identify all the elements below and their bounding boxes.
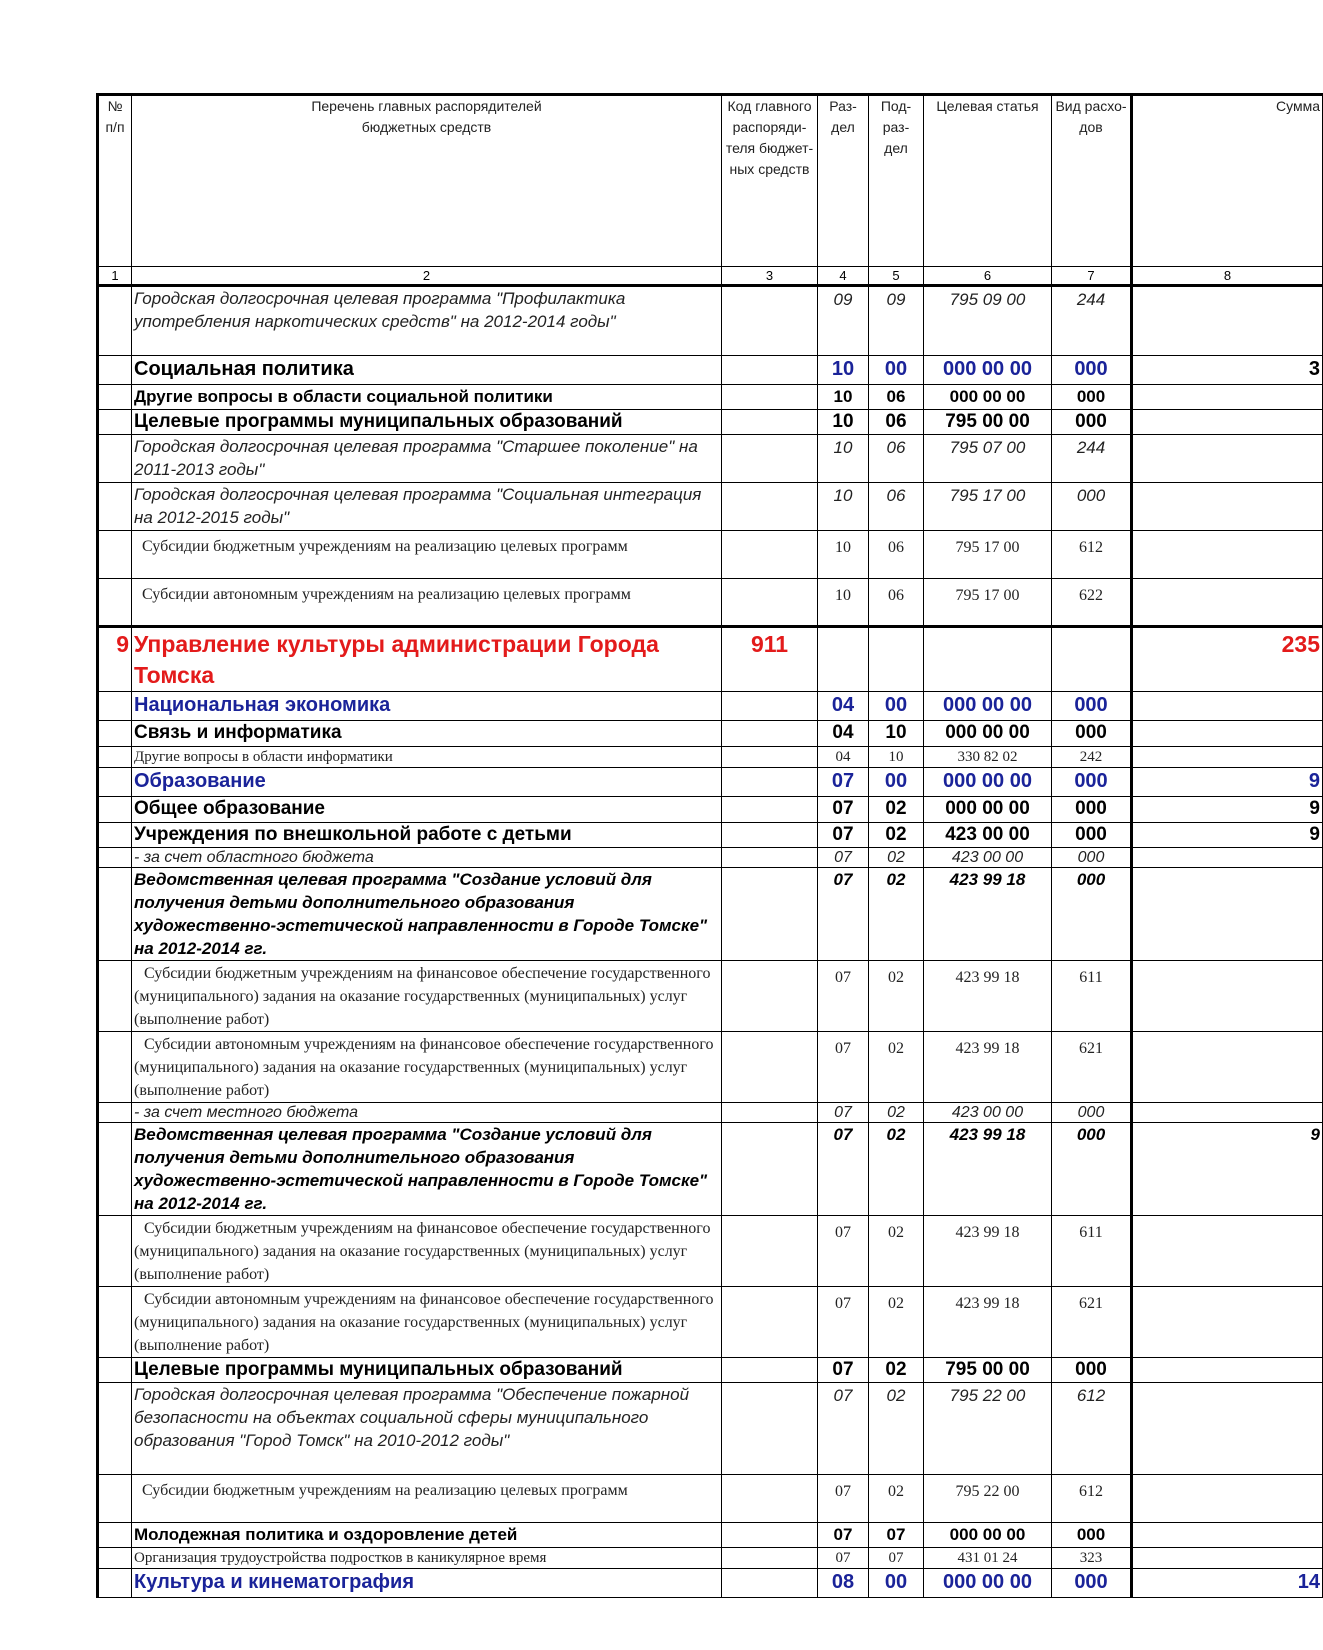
kind-cell: 000 (1052, 1358, 1132, 1383)
name-cell: Общее образование (132, 797, 722, 823)
article-cell: 795 17 00 (924, 579, 1052, 627)
table-row (98, 483, 1323, 531)
name-cell: Социальная политика (132, 356, 722, 385)
section-cell: 07 (818, 1216, 869, 1287)
section-cell: 07 (818, 1523, 869, 1548)
table-row (98, 1569, 1323, 1598)
article-cell: 423 00 00 (924, 823, 1052, 848)
index-cell: 6 (924, 267, 1052, 286)
name-cell: Субсидии бюджетным учреждениям на реализацию целевых программ (132, 531, 722, 579)
subsection-cell: 02 (869, 961, 924, 1032)
header-code: Код главного распоряди-теля бюджет-ных средств (722, 95, 818, 267)
table-row (98, 1475, 1323, 1523)
name-cell: Другие вопросы в области социальной политики (132, 385, 722, 410)
table-row (98, 1032, 1323, 1103)
sum-cell (1132, 1475, 1323, 1523)
department-sum: 235 (1132, 627, 1323, 692)
subsection-cell: 06 (869, 579, 924, 627)
sum-cell: 9 (1132, 823, 1323, 848)
article-cell: 423 99 18 (924, 1123, 1052, 1216)
kind-cell: 000 (1052, 1523, 1132, 1548)
name-cell: Культура и кинематография (132, 1569, 722, 1598)
kind-cell: 000 (1052, 692, 1132, 721)
subsection-cell: 02 (869, 1475, 924, 1523)
kind-cell: 000 (1052, 1103, 1132, 1123)
article-cell: 000 00 00 (924, 721, 1052, 747)
code-cell (722, 286, 818, 356)
kind-cell: 622 (1052, 579, 1132, 627)
index-cell: 5 (869, 267, 924, 286)
index-cell: 8 (1132, 267, 1323, 286)
name-cell: Субсидии автономным учреждениям на финансовое обеспечение государственного (муниципального) задания на оказание государственных (муниципальных) услуг (выполнение работ) (132, 1032, 722, 1103)
name-cell: Другие вопросы в области информатики (132, 747, 722, 768)
sum-cell (1132, 1523, 1323, 1548)
kind-cell: 000 (1052, 721, 1132, 747)
subsection-cell: 07 (869, 1548, 924, 1569)
sum-cell (1132, 435, 1323, 483)
kind-cell: 000 (1052, 483, 1132, 531)
kind-cell: 611 (1052, 1216, 1132, 1287)
column-index-row (98, 267, 1323, 286)
name-cell: Целевые программы муниципальных образований (132, 410, 722, 435)
subsection-cell: 06 (869, 410, 924, 435)
section-cell: 10 (818, 531, 869, 579)
section-cell: 04 (818, 747, 869, 768)
sum-cell (1132, 747, 1323, 768)
table-row (98, 1123, 1323, 1216)
subsection-cell: 02 (869, 1103, 924, 1123)
sum-cell: 9 (1132, 1123, 1323, 1216)
kind-cell: 612 (1052, 531, 1132, 579)
table-row (98, 410, 1323, 435)
kind-cell: 000 (1052, 1569, 1132, 1598)
kind-cell: 242 (1052, 747, 1132, 768)
subsection-cell: 06 (869, 435, 924, 483)
article-cell: 423 99 18 (924, 1287, 1052, 1358)
kind-cell: 323 (1052, 1548, 1132, 1569)
name-cell: Субсидии автономным учреждениям на реализацию целевых программ (132, 579, 722, 627)
subsection-cell: 00 (869, 692, 924, 721)
header-sum: Сумма (1132, 95, 1323, 267)
num-cell (98, 286, 132, 356)
section-cell: 07 (818, 1032, 869, 1103)
sum-cell (1132, 848, 1323, 868)
subsection-cell: 00 (869, 356, 924, 385)
subsection-cell: 02 (869, 848, 924, 868)
section-cell: 07 (818, 1103, 869, 1123)
name-cell: Городская долгосрочная целевая программа "Старшее поколение" на 2011-2013 годы" (132, 435, 722, 483)
table-row (98, 286, 1323, 356)
article-cell: 423 99 18 (924, 961, 1052, 1032)
article-cell: 000 00 00 (924, 692, 1052, 721)
section-cell: 08 (818, 1569, 869, 1598)
section-cell: 10 (818, 579, 869, 627)
table-row (98, 579, 1323, 627)
kind-cell: 000 (1052, 385, 1132, 410)
subsection-cell: 02 (869, 1216, 924, 1287)
name-cell: Образование (132, 768, 722, 797)
kind-cell: 612 (1052, 1383, 1132, 1475)
subsection-cell: 02 (869, 1287, 924, 1358)
section-cell: 10 (818, 483, 869, 531)
subsection-cell: 09 (869, 286, 924, 356)
kind-cell: 244 (1052, 435, 1132, 483)
section-cell: 10 (818, 385, 869, 410)
name-cell: Субсидии бюджетным учреждениям на финансовое обеспечение государственного (муниципального) задания на оказание государственных (муниципальных) услуг (выполнение работ) (132, 961, 722, 1032)
section-cell: 07 (818, 1383, 869, 1475)
article-cell: 431 01 24 (924, 1548, 1052, 1569)
subsection-cell: 06 (869, 531, 924, 579)
article-cell: 000 00 00 (924, 797, 1052, 823)
sum-cell: 9 (1132, 768, 1323, 797)
section-cell: 07 (818, 1123, 869, 1216)
subsection-cell: 02 (869, 1123, 924, 1216)
sum-cell (1132, 410, 1323, 435)
table-row (98, 1358, 1323, 1383)
name-cell: Молодежная политика и оздоровление детей (132, 1523, 722, 1548)
table-row (98, 1383, 1323, 1475)
header-section: Раз-дел (818, 95, 869, 267)
department-name: Управление культуры администрации Города Томска (132, 627, 722, 692)
table-row (98, 747, 1323, 768)
section-cell: 10 (818, 356, 869, 385)
subsection-cell: 06 (869, 385, 924, 410)
sum-cell (1132, 1383, 1323, 1475)
sum-cell (1132, 961, 1323, 1032)
section-cell: 10 (818, 410, 869, 435)
article-cell: 000 00 00 (924, 768, 1052, 797)
header-row (98, 95, 1323, 267)
subsection-cell: 10 (869, 721, 924, 747)
article-cell: 795 22 00 (924, 1383, 1052, 1475)
name-cell: - за счет областного бюджета (132, 848, 722, 868)
kind-cell: 000 (1052, 410, 1132, 435)
article-cell: 795 22 00 (924, 1475, 1052, 1523)
subsection-cell: 02 (869, 797, 924, 823)
table-row (98, 868, 1323, 961)
kind-cell: 000 (1052, 768, 1132, 797)
header-num: № п/п (98, 95, 132, 267)
table-row (98, 797, 1323, 823)
department-row (98, 627, 1323, 692)
section-cell: 07 (818, 1287, 869, 1358)
kind-cell: 000 (1052, 1123, 1132, 1216)
sum-cell (1132, 692, 1323, 721)
article-cell: 423 00 00 (924, 1103, 1052, 1123)
header-kind: Вид расхо-дов (1052, 95, 1132, 267)
subsection-cell: 02 (869, 1383, 924, 1475)
table-row (98, 961, 1323, 1032)
section-cell: 07 (818, 1548, 869, 1569)
name-cell: Городская долгосрочная целевая программа "Социальная интеграция на 2012-2015 годы" (132, 483, 722, 531)
section-cell: 07 (818, 797, 869, 823)
index-cell: 3 (722, 267, 818, 286)
kind-cell: 611 (1052, 961, 1132, 1032)
sum-cell: 14 (1132, 1569, 1323, 1598)
sum-cell (1132, 579, 1323, 627)
article-cell: 423 99 18 (924, 1216, 1052, 1287)
kind-cell: 000 (1052, 868, 1132, 961)
kind-cell: 000 (1052, 823, 1132, 848)
table-row (98, 1103, 1323, 1123)
sum-cell (1132, 1032, 1323, 1103)
name-cell: - за счет местного бюджета (132, 1103, 722, 1123)
header-article: Целевая статья (924, 95, 1052, 267)
name-cell: Городская долгосрочная целевая программа "Обеспечение пожарной безопасности на объектах социальной сферы муниципального образования "Город Томск" на 2010-2012 годы" (132, 1383, 722, 1475)
sum-cell: 9 (1132, 797, 1323, 823)
table-row (98, 823, 1323, 848)
sum-cell (1132, 1216, 1323, 1287)
sum-cell (1132, 1103, 1323, 1123)
table-row (98, 385, 1323, 410)
kind-cell: 000 (1052, 356, 1132, 385)
kind-cell: 612 (1052, 1475, 1132, 1523)
table-row (98, 356, 1323, 385)
section-cell: 07 (818, 868, 869, 961)
subsection-cell: 00 (869, 768, 924, 797)
section-cell: 07 (818, 823, 869, 848)
sum-cell (1132, 1358, 1323, 1383)
article-cell: 423 99 18 (924, 868, 1052, 961)
name-cell: Ведомственная целевая программа "Создание условий для получения детьми дополнительного образования художественно-эстетической направленности в Городе Томске" на 2012-2014 гг. (132, 1123, 722, 1216)
subsection-cell: 02 (869, 823, 924, 848)
article-cell: 000 00 00 (924, 385, 1052, 410)
article-cell: 000 00 00 (924, 356, 1052, 385)
name-cell: Городская долгосрочная целевая программа "Профилактика употребления наркотических средств" на 2012-2014 годы" (132, 286, 722, 356)
index-cell: 7 (1052, 267, 1132, 286)
kind-cell: 621 (1052, 1032, 1132, 1103)
subsection-cell: 07 (869, 1523, 924, 1548)
article-cell: 423 00 00 (924, 848, 1052, 868)
article-cell: 000 00 00 (924, 1523, 1052, 1548)
subsection-cell: 10 (869, 747, 924, 768)
subsection-cell: 02 (869, 868, 924, 961)
article-cell: 795 09 00 (924, 286, 1052, 356)
name-cell: Учреждения по внешкольной работе с детьми (132, 823, 722, 848)
sum-cell: 3 (1132, 356, 1323, 385)
article-cell: 000 00 00 (924, 1569, 1052, 1598)
subsection-cell: 00 (869, 1569, 924, 1598)
section-cell: 04 (818, 721, 869, 747)
sum-cell (1132, 868, 1323, 961)
department-num: 9 (98, 627, 132, 692)
index-cell: 4 (818, 267, 869, 286)
article-cell: 795 17 00 (924, 531, 1052, 579)
section-cell: 07 (818, 1475, 869, 1523)
article-cell: 423 99 18 (924, 1032, 1052, 1103)
name-cell: Национальная экономика (132, 692, 722, 721)
header-name: Перечень главных распорядителей бюджетных средств (132, 95, 722, 267)
section-cell: 07 (818, 768, 869, 797)
name-cell: Субсидии автономным учреждениям на финансовое обеспечение государственного (муниципального) задания на оказание государственных (муниципальных) услуг (выполнение работ) (132, 1287, 722, 1358)
subsection-cell: 02 (869, 1358, 924, 1383)
section-cell: 07 (818, 848, 869, 868)
sum-cell (1132, 385, 1323, 410)
name-cell: Ведомственная целевая программа "Создание условий для получения детьми дополнительного образования художественно-эстетической направленности в Городе Томске" на 2012-2014 гг. (132, 868, 722, 961)
section-cell: 09 (818, 286, 869, 356)
name-cell: Связь и информатика (132, 721, 722, 747)
subsection-cell: 02 (869, 1032, 924, 1103)
kind-cell: 000 (1052, 797, 1132, 823)
budget-table (96, 93, 1323, 1598)
name-cell: Организация трудоустройства подростков в каникулярное время (132, 1548, 722, 1569)
budget-document (96, 93, 1320, 1650)
sum-cell (1132, 286, 1323, 356)
header-subsection: Под-раз-дел (869, 95, 924, 267)
section-cell: 04 (818, 692, 869, 721)
table-row (98, 1287, 1323, 1358)
name-cell: Целевые программы муниципальных образований (132, 1358, 722, 1383)
table-row (98, 1523, 1323, 1548)
index-cell: 2 (132, 267, 722, 286)
sum-cell (1132, 1287, 1323, 1358)
table-row (98, 768, 1323, 797)
section-cell: 07 (818, 1358, 869, 1383)
sum-cell (1132, 531, 1323, 579)
article-cell: 795 00 00 (924, 1358, 1052, 1383)
article-cell: 330 82 02 (924, 747, 1052, 768)
table-row (98, 721, 1323, 747)
article-cell: 795 17 00 (924, 483, 1052, 531)
table-row (98, 1216, 1323, 1287)
name-cell: Субсидии бюджетным учреждениям на реализацию целевых программ (132, 1475, 722, 1523)
article-cell: 795 00 00 (924, 410, 1052, 435)
subsection-cell: 06 (869, 483, 924, 531)
table-row (98, 435, 1323, 483)
table-row (98, 848, 1323, 868)
name-cell: Субсидии бюджетным учреждениям на финансовое обеспечение государственного (муниципального) задания на оказание государственных (муниципальных) услуг (выполнение работ) (132, 1216, 722, 1287)
kind-cell: 244 (1052, 286, 1132, 356)
section-cell: 10 (818, 435, 869, 483)
article-cell: 795 07 00 (924, 435, 1052, 483)
sum-cell (1132, 483, 1323, 531)
kind-cell: 000 (1052, 848, 1132, 868)
section-cell: 07 (818, 961, 869, 1032)
sum-cell (1132, 721, 1323, 747)
table-row (98, 1548, 1323, 1569)
sum-cell (1132, 1548, 1323, 1569)
index-cell: 1 (98, 267, 132, 286)
department-code: 911 (722, 627, 818, 692)
table-row (98, 531, 1323, 579)
table-row (98, 692, 1323, 721)
kind-cell: 621 (1052, 1287, 1132, 1358)
